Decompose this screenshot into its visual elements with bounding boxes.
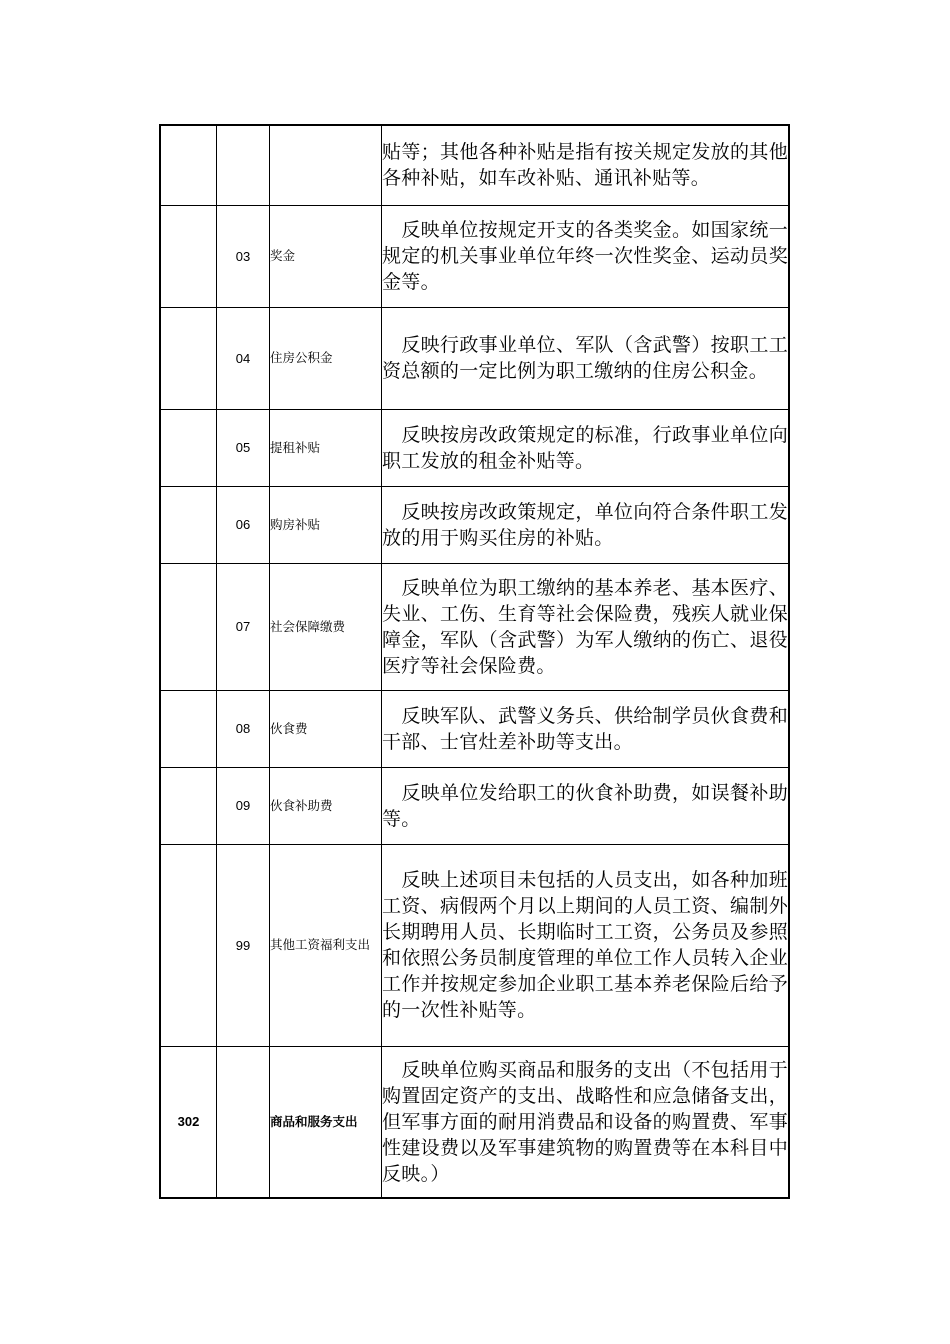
item-description-cell: 反映军队、武警义务兵、供给制学员伙食费和干部、士官灶差补助等支出。 bbox=[382, 690, 790, 767]
table-row bbox=[160, 486, 789, 563]
class-code-cell bbox=[160, 205, 217, 307]
class-code-cell bbox=[160, 844, 217, 1046]
class-code-cell bbox=[160, 307, 217, 409]
table-row bbox=[160, 205, 789, 307]
table-row bbox=[160, 409, 789, 486]
class-code-cell bbox=[160, 767, 217, 844]
item-description-cell: 反映按房改政策规定，单位向符合条件职工发放的用于购买住房的补贴。 bbox=[382, 486, 790, 563]
table-row bbox=[160, 1046, 789, 1198]
item-code-cell: 03 bbox=[217, 205, 270, 307]
class-code-cell bbox=[160, 690, 217, 767]
item-code-cell: 07 bbox=[217, 563, 270, 690]
table-row bbox=[160, 767, 789, 844]
item-name-cell: 伙食补助费 bbox=[270, 767, 382, 844]
item-name-cell: 购房补贴 bbox=[270, 486, 382, 563]
table-row bbox=[160, 125, 789, 205]
item-code-cell: 08 bbox=[217, 690, 270, 767]
item-name-cell: 住房公积金 bbox=[270, 307, 382, 409]
class-code-cell: 302 bbox=[160, 1046, 217, 1198]
class-code-cell bbox=[160, 125, 217, 205]
expenditure-classification-table bbox=[159, 124, 790, 1199]
item-code-cell: 06 bbox=[217, 486, 270, 563]
item-name-cell: 奖金 bbox=[270, 205, 382, 307]
item-name-cell: 其他工资福利支出 bbox=[270, 844, 382, 1046]
item-description-cell: 反映上述项目未包括的人员支出，如各种加班工资、病假两个月以上期间的人员工资、编制外长期聘用人员、长期临时工工资，公务员及参照和依照公务员制度管理的单位工作人员转入企业工作并按规定参加企业职工基本养老保险后给予的一次性补贴等。 bbox=[382, 844, 790, 1046]
item-name-cell: 商品和服务支出 bbox=[270, 1046, 382, 1198]
item-description-cell: 反映单位为职工缴纳的基本养老、基本医疗、失业、工伤、生育等社会保险费，残疾人就业保障金，军队（含武警）为军人缴纳的伤亡、退役医疗等社会保险费。 bbox=[382, 563, 790, 690]
item-description-cell: 反映行政事业单位、军队（含武警）按职工工资总额的一定比例为职工缴纳的住房公积金。 bbox=[382, 307, 790, 409]
item-name-cell: 伙食费 bbox=[270, 690, 382, 767]
class-code-cell bbox=[160, 486, 217, 563]
item-description-cell: 贴等；其他各种补贴是指有按关规定发放的其他各种补贴，如车改补贴、通讯补贴等。 bbox=[382, 125, 790, 205]
item-code-cell: 04 bbox=[217, 307, 270, 409]
item-description-cell: 反映单位按规定开支的各类奖金。如国家统一规定的机关事业单位年终一次性奖金、运动员奖金等。 bbox=[382, 205, 790, 307]
class-code-cell bbox=[160, 409, 217, 486]
table-row bbox=[160, 690, 789, 767]
class-code-cell bbox=[160, 563, 217, 690]
table-row bbox=[160, 563, 789, 690]
item-name-cell: 提租补贴 bbox=[270, 409, 382, 486]
item-name-cell: 社会保障缴费 bbox=[270, 563, 382, 690]
table-row bbox=[160, 307, 789, 409]
item-name-cell bbox=[270, 125, 382, 205]
item-code-cell bbox=[217, 1046, 270, 1198]
item-code-cell: 09 bbox=[217, 767, 270, 844]
item-code-cell: 05 bbox=[217, 409, 270, 486]
item-description-cell: 反映按房改政策规定的标准，行政事业单位向职工发放的租金补贴等。 bbox=[382, 409, 790, 486]
item-code-cell bbox=[217, 125, 270, 205]
item-description-cell: 反映单位购买商品和服务的支出（不包括用于购置固定资产的支出、战略性和应急储备支出，但军事方面的耐用消费品和设备的购置费、军事性建设费以及军事建筑物的购置费等在本科目中反映。） bbox=[382, 1046, 790, 1198]
table-row bbox=[160, 844, 789, 1046]
item-description-cell: 反映单位发给职工的伙食补助费，如误餐补助等。 bbox=[382, 767, 790, 844]
item-code-cell: 99 bbox=[217, 844, 270, 1046]
